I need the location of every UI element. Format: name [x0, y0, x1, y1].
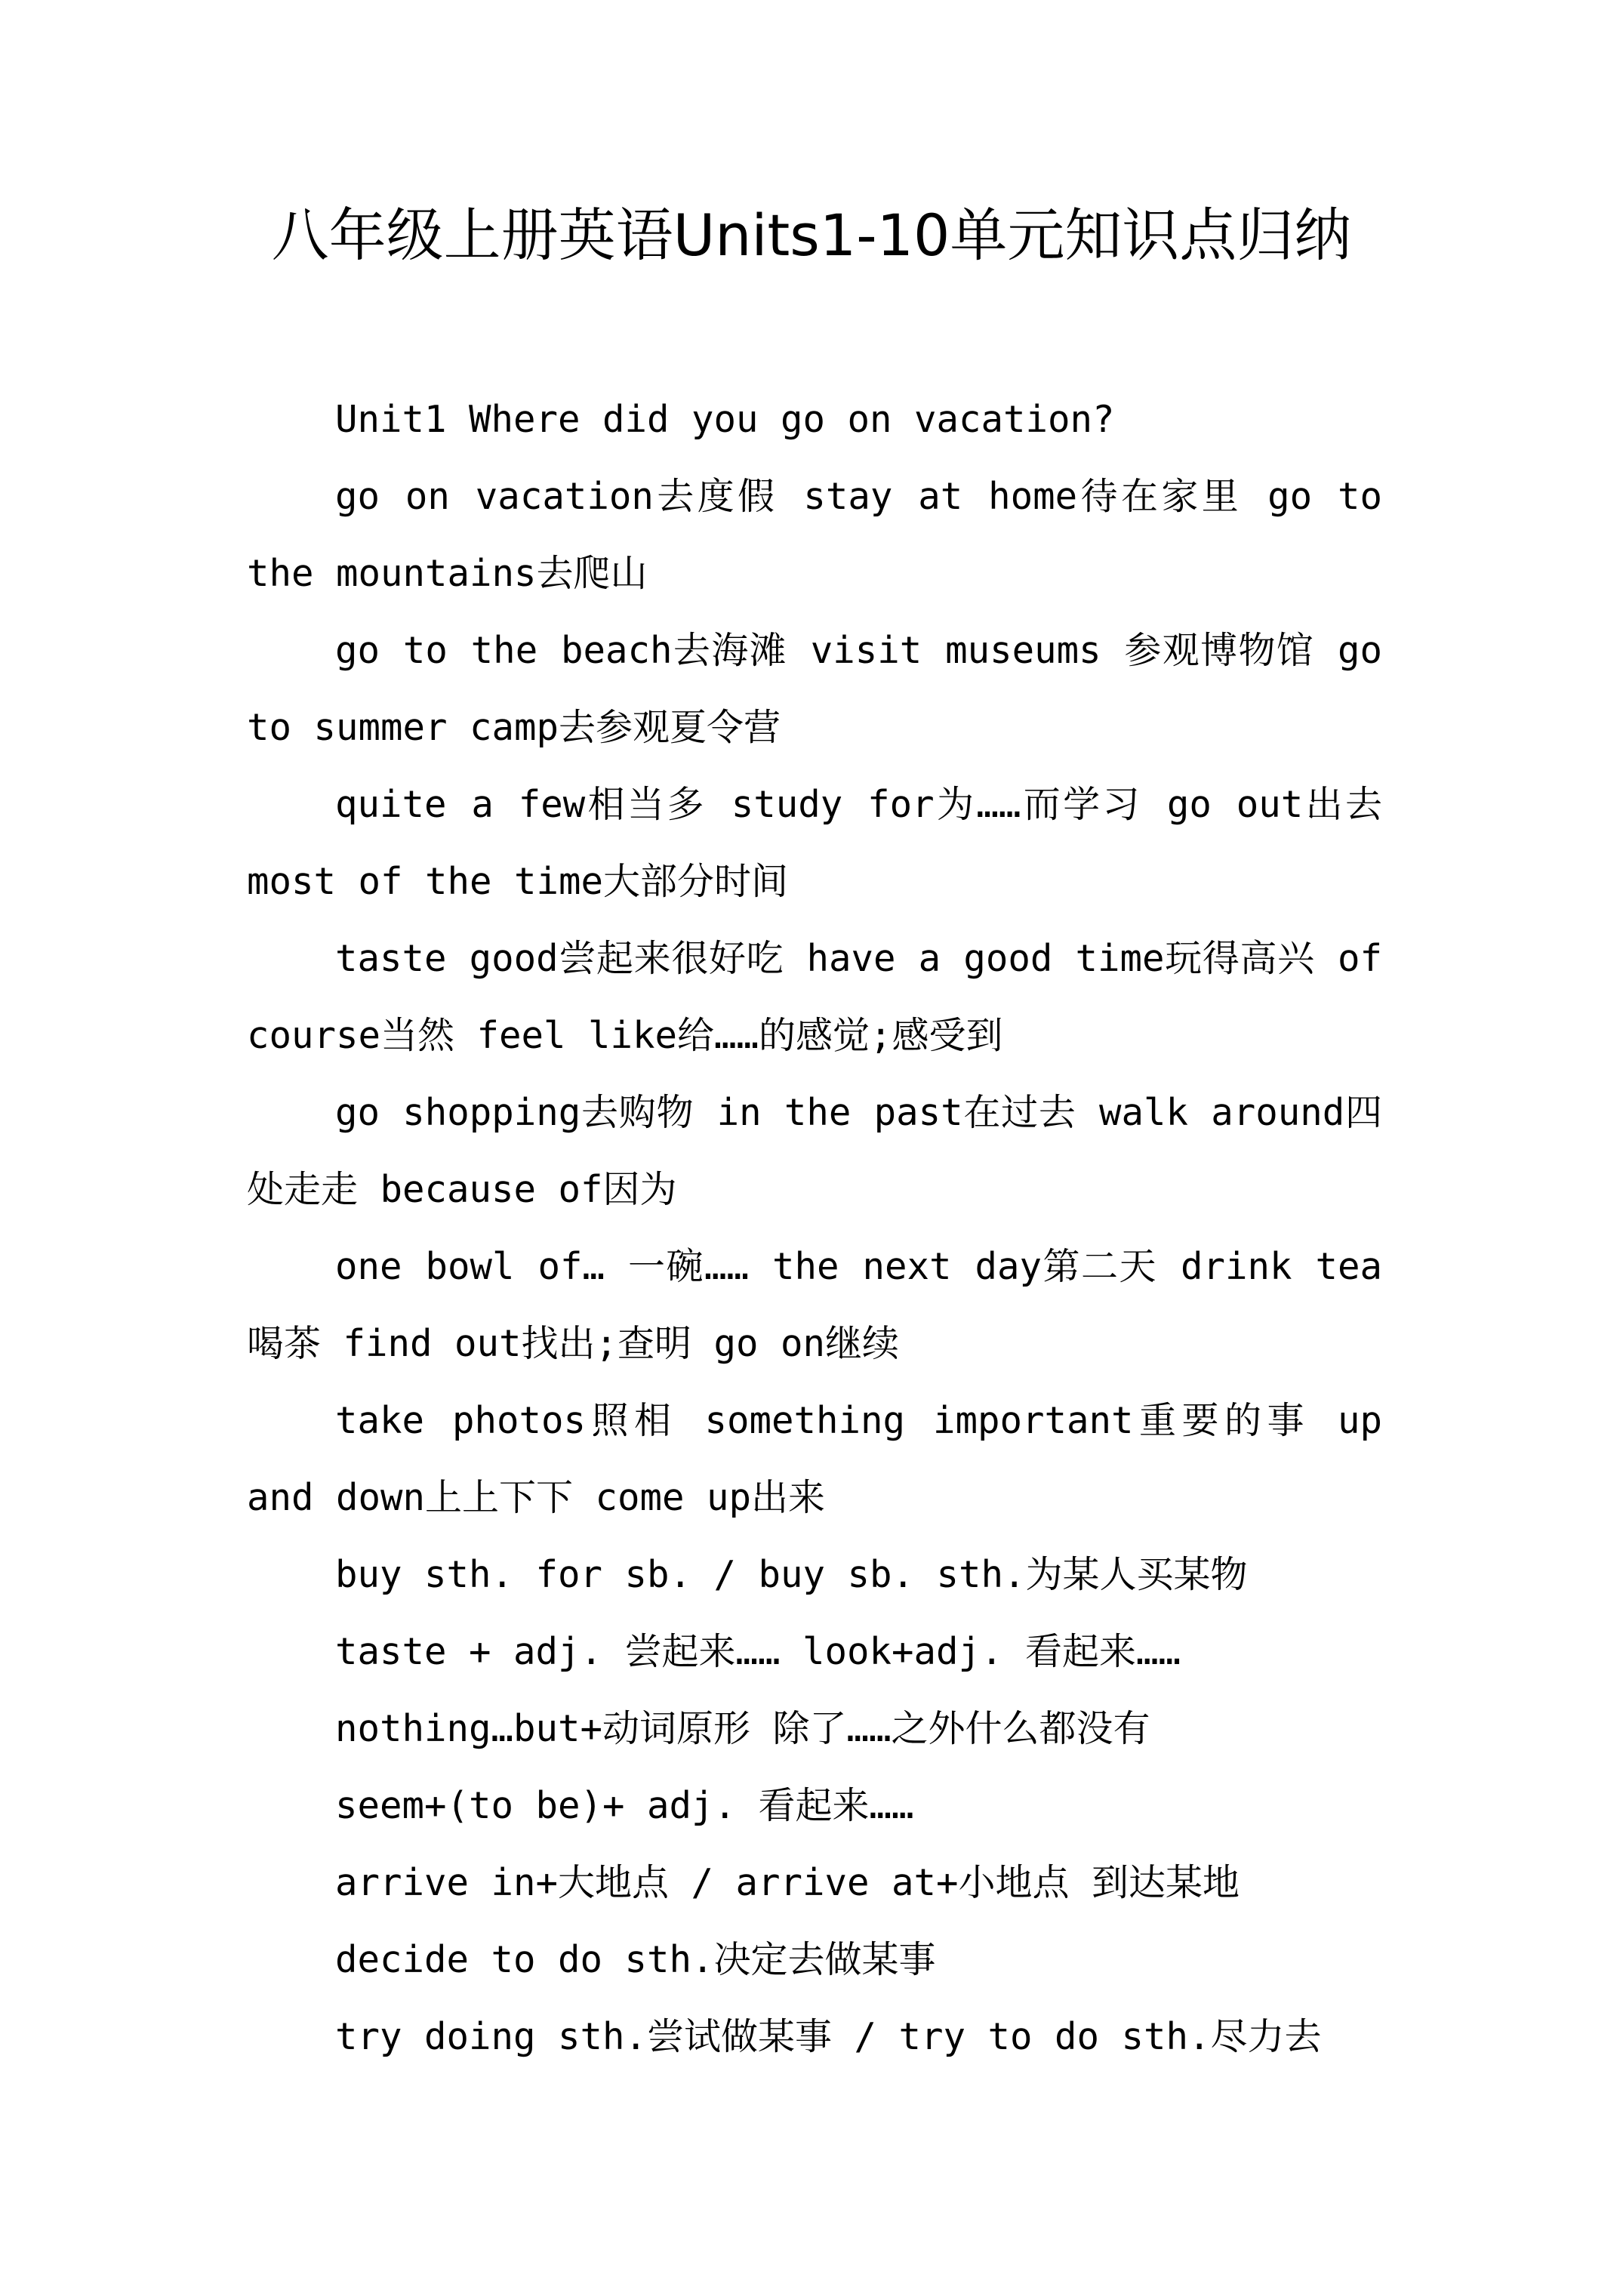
phrase-paragraph: take photos照相 something important重要的事 up and down上上下下 come up出来 — [247, 1399, 1382, 1519]
phrase-paragraph: seem+(to be)+ adj. 看起来…… — [335, 1784, 914, 1827]
phrase-paragraph: decide to do sth.决定去做某事 — [335, 1938, 936, 1981]
document-title: 八年级上册英语Units1-10单元知识点归纳 — [271, 202, 1352, 269]
phrase-paragraph: go to the beach去海滩 visit museums 参观博物馆 go to summer camp去参观夏令营 — [247, 629, 1382, 749]
phrase-paragraph: quite a few相当多 study for为……而学习 go out出去 most of the time大部分时间 — [247, 783, 1382, 903]
phrase-paragraph: buy sth. for sb. / buy sb. sth.为某人买某物 — [335, 1553, 1248, 1596]
phrase-paragraph: go on vacation去度假 stay at home待在家里 go to the mountains去爬山 — [247, 475, 1382, 595]
phrase-paragraph: one bowl of… 一碗…… the next day第二天 drink tea喝茶 find out找出;查明 go on继续 — [247, 1245, 1382, 1365]
phrase-paragraph: taste + adj. 尝起来…… look+adj. 看起来…… — [335, 1630, 1181, 1673]
phrase-paragraph: go shopping去购物 in the past在过去 walk around四处走走 because of因为 — [247, 1091, 1382, 1211]
phrase-paragraph: try doing sth.尝试做某事 / try to do sth.尽力去 — [335, 2015, 1322, 2058]
phrase-paragraph: nothing…but+动词原形 除了……之外什么都没有 — [335, 1707, 1150, 1750]
phrase-paragraph: taste good尝起来很好吃 have a good time玩得高兴 of course当然 feel like给……的感觉;感受到 — [247, 937, 1382, 1057]
phrase-paragraph: arrive in+大地点 / arrive at+小地点 到达某地 — [335, 1861, 1240, 1904]
unit-heading: Unit1 Where did you go on vacation? — [335, 398, 1115, 441]
document-body — [247, 381, 1382, 2076]
